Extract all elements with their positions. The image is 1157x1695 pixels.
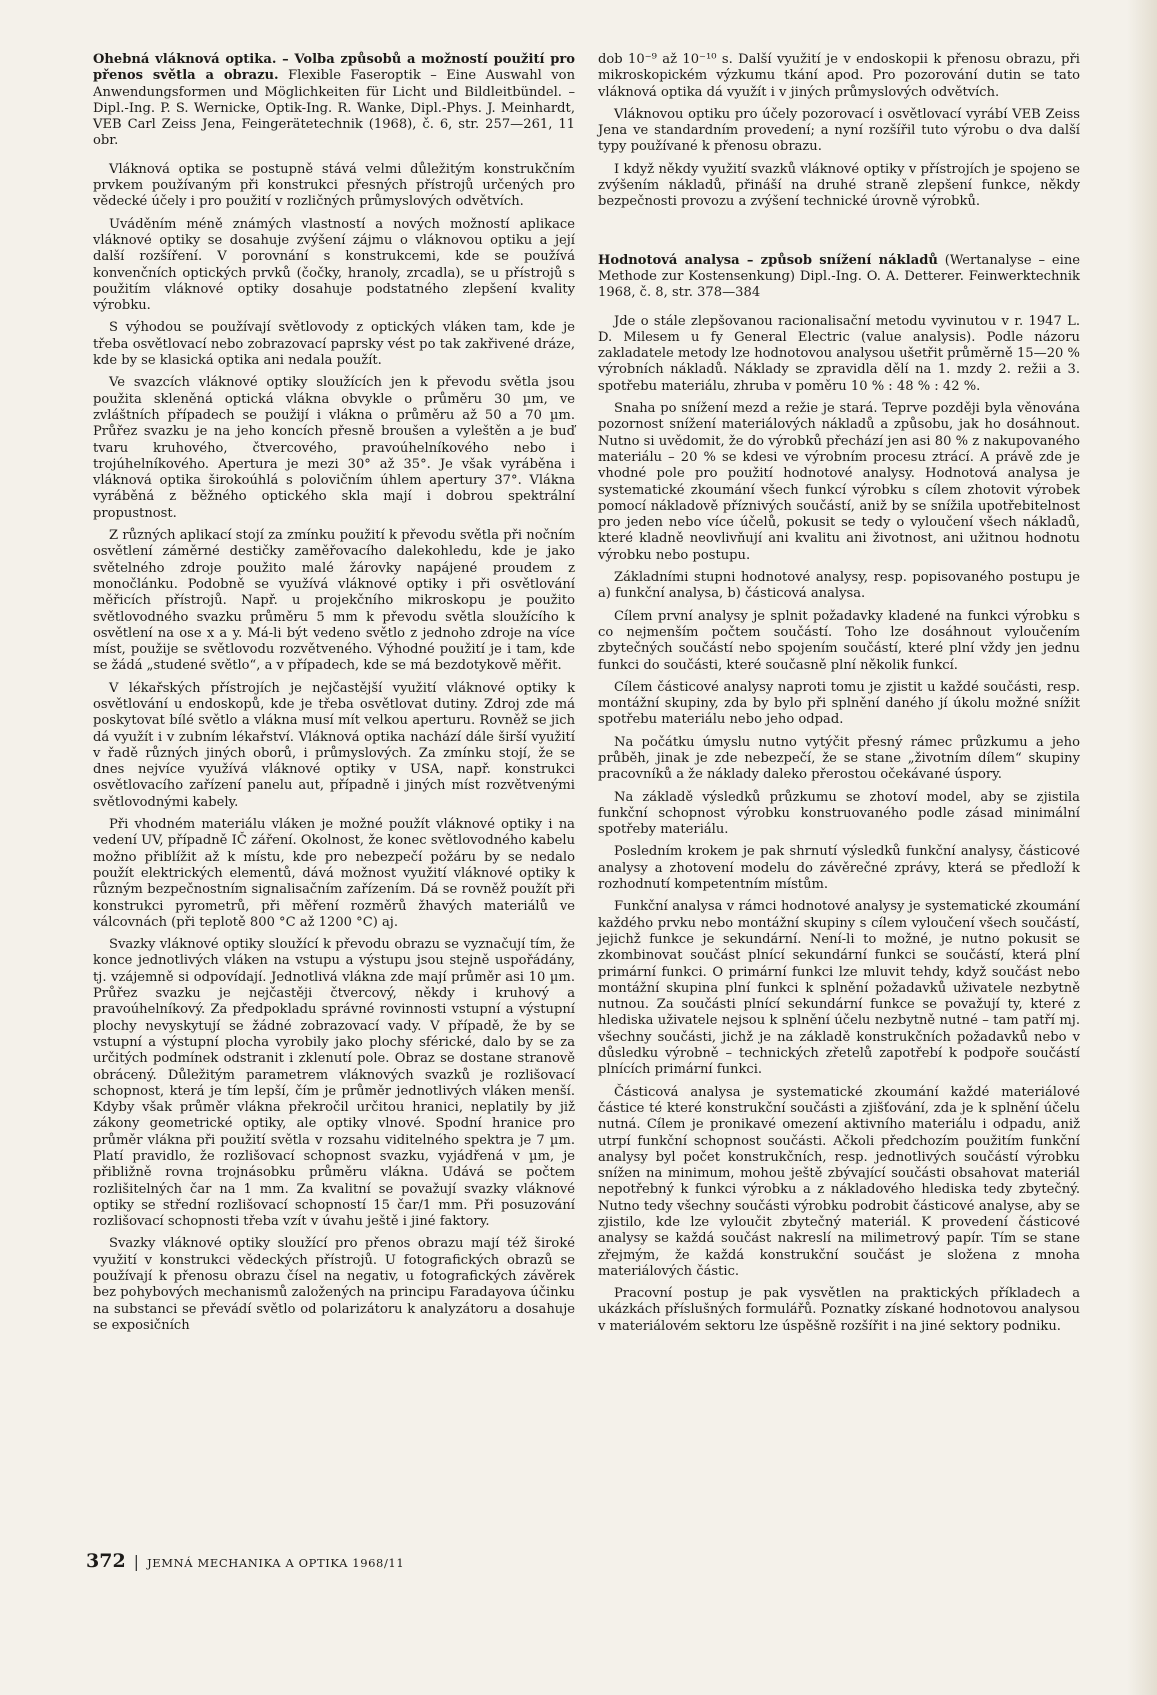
paragraph: Jde o stále zlepšovanou racionalisační metodu vyvinutou v r. 1947 L. D. Milesem u fy General Electric (value analysis). Podle názoru zakladatele metody lze hodnotovou analysou ušetřit průměrně 15—20 % výrobních nákladů. Náklady se zpravidla dělí na 1. mzdy 2. režii a 3. spotřebu materiálu, zhruba v poměru 10 % : 48 % : 42 %. — [598, 313, 1080, 394]
paragraph: Cílem první analysy je splnit požadavky kladené na funkci výrobku s co nejmenším počtem součástí. Toho lze dosáhnout vyloučením zbytečných součástí nebo spojením součástí, které plní vždy jen jednu funkci do součásti, které současně plní několik funkcí. — [598, 608, 1080, 673]
paragraph: Na základě výsledků průzkumu se zhotoví model, aby se zjistila funkční schopnost výrobku konstruovaného podle zásad minimální spotřeby materiálu. — [598, 789, 1080, 838]
left-column — [93, 52, 575, 1334]
paragraph: Funkční analysa v rámci hodnotové analysy je systematické zkoumání každého prvku nebo montážní skupiny s cílem vyloučení všech součástí, jejichž funkce je sekundární. Není-li to možné, je nutno pokusit se zkombinovat součást plnící sekundární funkci se součástí, která plní primární funkci. O primární funkci lze mluvit tehdy, když součást nebo montážní skupina plní funkci k splnění požadavků uživatele nezbytně nutnou. Za součásti plnící sekundární funkce se považují ty, které z hlediska uživatele nejsou k splnění účelu nezbytně nutné – tam patří mj. všechny součásti, jichž je na základě konstrukčních požadavků nebo v důsledku výrobně – technických zřetelů zapotřebí k podpoře součástí plnících primární funkci. — [598, 899, 1080, 1078]
paragraph: Ve svazcích vláknové optiky sloužících jen k převodu světla jsou použita skleněná optická vlákna obvykle o průměru 30 µm, ve zvláštních případech se použijí i vlákna o průměru až 50 a 70 µm. Průřez svazku je na jeho koncích přesně broušen a vyleštěn a je buď tvaru kruhového, čtvercového, pravoúhelníkového nebo i trojúhelníkového. Apertura je mezi 30° až 35°. Je však vyráběna i vláknová optika širokoúhlá s polovičním úhlem apertury 37°. Vlákna vyráběná z běžného optického skla mají i dobrou spektrální propustnost. — [93, 375, 575, 521]
paragraph: Snaha po snížení mezd a režie je stará. Teprve později byla věnována pozornost snížení materiálových nákladů a způsobu, jak ho dosáhnout. Nutno si uvědomit, že do výrobků přechází jen asi 80 % z nakupovaného materiálu – 20 % se kdesi ve výrobním procesu ztrácí. A právě zde je vhodné pole pro použití hodnotové analysy. Hodnotová analysa je systematické zkoumání všech funkcí výrobku s cílem zhotovit výrobek pomocí nákladově příznivých součástí, aniž by se snížila upotřebitelnost pro jeden nebo více účelů, pokusit se tedy o vyloučení všech nákladů, které kladně neovlivňují ani kvalitu ani životnost, ani užitnou hodnotu výrobku nebo postupu. — [598, 401, 1080, 563]
journal-name: JEMNÁ MECHANIKA A OPTIKA 1968/11 — [147, 1556, 405, 1570]
paragraph: Při vhodném materiálu vláken je možné použít vláknové optiky i na vedení UV, případně IČ záření. Okolnost, že konec světlovodného kabelu možno přiblížit až k místu, kde pro nebezpečí požáru by se nedalo použít elektrických elementů, dává možnost využití vláknové optiky k různým bezpečnostním signalisačním zařízením. Dá se rovněž použít při konstrukci pyrometrů, při měření rozměrů žhavých materiálů ve válcovnách (při teplotě 800 °C až 1200 °C) aj. — [93, 817, 575, 930]
right-column — [598, 52, 1080, 1335]
page-number: 372 — [86, 1550, 126, 1572]
paragraph: Pracovní postup je pak vysvětlen na praktických příkladech a ukázkách příslušných formulářů. Poznatky získané hodnotovou analysou v materiálovém sektoru lze úspěšně rozšířit i na jiné sektory podniku. — [598, 1286, 1080, 1334]
paragraph: Svazky vláknové optiky sloužící pro přenos obrazu mají též široké využití v konstrukci vědeckých přístrojů. U fotografických obrazů se používají k přenosu obrazu čísel na negativ, u fotografických závěrek bez pohybových mechanismů založených na principu Faradayova účinku na substanci se převádí světlo od polarizátoru k analyzátoru a dosahuje se exposičních — [93, 1236, 575, 1333]
page-edge-shadow — [1127, 0, 1157, 1695]
paragraph: Z různých aplikací stojí za zmínku použití k převodu světla při nočním osvětlení záměrné destičky zaměřovacího dalekohledu, kde je jako světelného zdroje použito malé žárovky napájené proudem z monočlánku. Podobně se využívá vláknové optiky i při osvětlování měřicích přístrojů. Např. u projekčního mikroskopu je použito světlovodného svazku průměru 5 mm k převodu světla sloužícího k osvětlení na ose x a y. Má-li být vedeno světlo z jednoho zdroje na více míst, použije se světlovodu rozvětveného. Výhodné použití je i tam, kde se žádá „studené světlo“, a v případech, kde se má bezdotykově měřit. — [93, 528, 575, 674]
paragraph: Posledním krokem je pak shrnutí výsledků funkční analysy, částicové analysy a zhotovení modelu do závěrečné zprávy, která se předloží k rozhodnutí kompetentním místům. — [598, 844, 1080, 893]
footer-separator: | — [133, 1552, 140, 1571]
section-gap — [598, 217, 1080, 253]
reference-title: Hodnotová analysa – způsob snížení nákladů — [598, 252, 938, 268]
paragraph: Vláknová optika se postupně stává velmi důležitým konstrukčním prvkem používaným při konstrukci přesných přístrojů určených pro vědecké účely i pro použití v rozličných průmyslových odvětvích. — [93, 161, 575, 210]
paragraph: Částicová analysa je systematické zkoumání každé materiálové částice té které konstrukční součásti a zjišťování, zda je k splnění účelu nutná. Cílem je pronikavé omezení aktivního materiálu i odpadu, aniž utrpí funkční schopnost součásti. Ačkoli předchozím použitím funkční analysy byl počet konstrukčních, resp. jednotlivých součástí výrobku snížen na minimum, mohou ještě zbývající součásti obsahovat materiál nepotřebný k funkci výrobku a z nákladového hlediska tedy zbytečný. Nutno tedy všechny součásti výrobku podrobit částicové analyse, aby se zjistilo, kde lze vyloučit zbytečný materiál. K provedení částicové analysy se každá součást nakreslí na milimetrový papír. Tím se stane zřejmým, že každá konstrukční součást je složena z mnoha materiálových částic. — [598, 1084, 1080, 1279]
paragraph: Cílem částicové analysy naproti tomu je zjistit u každé součásti, resp. montážní skupiny, zda by bylo při splnění daného jí úkolu možné snížit spotřebu materiálu nebo jeho odpad. — [598, 679, 1080, 728]
reference-details: (Wertanalyse – eine Methode zur Kostensenkung) Dipl.-Ing. O. A. Detterer. Feinwerktechnik 1968, č. 8, str. 378—384 — [598, 252, 1080, 301]
paragraph: Uváděním méně známých vlastností a nových možností aplikace vláknové optiky se dosahuje zvýšení zájmu o vláknovou optiku a její další rozšíření. V porovnání s konstrukcemi, kde se používá konvenčních optických prvků (čočky, hranoly, zrcadla), se u přístrojů s použitím vláknové optiky dosahuje podstatného zlepšení kvality výrobku. — [93, 216, 575, 314]
paragraph-continued: dob 10⁻⁹ až 10⁻¹⁰ s. Další využití je v endoskopii k přenosu obrazu, při mikroskopickém výzkumu tkání apod. Pro pozorování dutin se tato vláknová optika dá využít i v jiných průmyslových odvětvích. — [598, 52, 1080, 100]
paragraph: Svazky vláknové optiky sloužící k převodu obrazu se vyznačují tím, že konce jednotlivých vláken na vstupu a výstupu jsou stejně uspořádány, tj. vzájemně si odpovídají. Jednotlivá vlákna zde mají průměr asi 10 µm. Průřez svazku je nejčastěji čtvercový, někdy i kruhový a pravoúhelníkový. Za předpokladu správné rovinnosti vstupní a výstupní plochy nevyskytují se žádné zobrazovací vady. V případě, že by se vstupní a výstupní plocha vyrobily jako plochy sférické, dalo by se za určitých podmínek odstranit i zklenutí pole. Obraz se dostane stranově obrácený. Důležitým parametrem vláknových svazků je rozlišovací schopnost, která je tím lepší, čím je průměr jednotlivých vláken menší. Kdyby však průměr vlákna překročil určitou hranici, neplatily by již zákony geometrické optiky, ale optiky vlnové. Spodní hranice pro průměr vlákna při použití světla v rozsahu viditelného spektra je 7 µm. Platí pravidlo, že rozlišovací schopnost svazku, vyjádřená v µm, je přibližně rovna trojnásobku průměru vlákna. Udává se počtem rozlišitelných čar na 1 mm. Za kvalitní se považují svazky vláknové optiky se střední rozlišovací schopností 15 čar/1 mm. Při posuzování rozlišovací schopnosti třeba vzít v úvahu ještě i jiné faktory. — [93, 937, 575, 1230]
reference-fiber-optics — [93, 52, 575, 150]
paragraph: I když někdy využití svazků vláknové optiky v přístrojích je spojeno se zvýšením nákladů, přináší na druhé straně zlepšení funkce, někdy bezpečnosti provozu a zvýšení technické úrovně výrobků. — [598, 161, 1080, 210]
reference-details: Flexible Faseroptik – Eine Auswahl von Anwendungsformen und Möglichkeiten für Licht und Bildleitbündel. – Dipl.-Ing. P. S. Wernicke, Optik-Ing. R. Wanke, Dipl.-Phys. J. Meinhardt, VEB Carl Zeiss Jena, Feingerätetechnik (1968), č. 6, str. 257—261, 11 obr. — [93, 68, 575, 149]
paragraph: S výhodou se používají světlovody z optických vláken tam, kde je třeba osvětlovací nebo zobrazovací paprsky vést po tak zakřivené dráze, kde by se klasická optika ani nedala použít. — [93, 320, 575, 369]
paragraph: Základními stupni hodnotové analysy, resp. popisovaného postupu je a) funkční analysa, b) částicová analysa. — [598, 570, 1080, 602]
reference-value-analysis — [598, 253, 1080, 302]
paragraph: Na počátku úmyslu nutno vytýčit přesný rámec průzkumu a jeho průběh, jinak je zde nebezpečí, že se stane „životním dílem“ skupiny pracovníků a že náklady daleko přerostou očekávané úspory. — [598, 734, 1080, 783]
reference-title: Ohebná vláknová optika. – Volba způsobů a možností použití pro přenos světla a obrazu. — [93, 52, 575, 84]
page-footer — [86, 1550, 404, 1572]
paragraph: Vláknovou optiku pro účely pozorovací i osvětlovací vyrábí VEB Zeiss Jena ve standardním provedení; a nyní rozšířil tuto výrobu o dva další typy používané k přenosu obrazu. — [598, 106, 1080, 155]
paragraph: V lékařských přístrojích je nejčastější využití vláknové optiky k osvětlování u endoskopů, kde je třeba osvětlovat dutiny. Zdroj zde má poskytovat bílé světlo a vlákna musí mít velkou aperturu. Rovněž se jich dá využít i v zubním lékařství. Vláknová optika nachází dále širší využití v řadě různých jiných oborů, i průmyslových. Za zmínku stojí, že se dnes nejvíce využívá vláknové optiky v USA, např. konstrukci osvětlovacího zařízení panelu aut, případně i jiných míst rozvětvenými světlovodnými kabely. — [93, 680, 575, 810]
